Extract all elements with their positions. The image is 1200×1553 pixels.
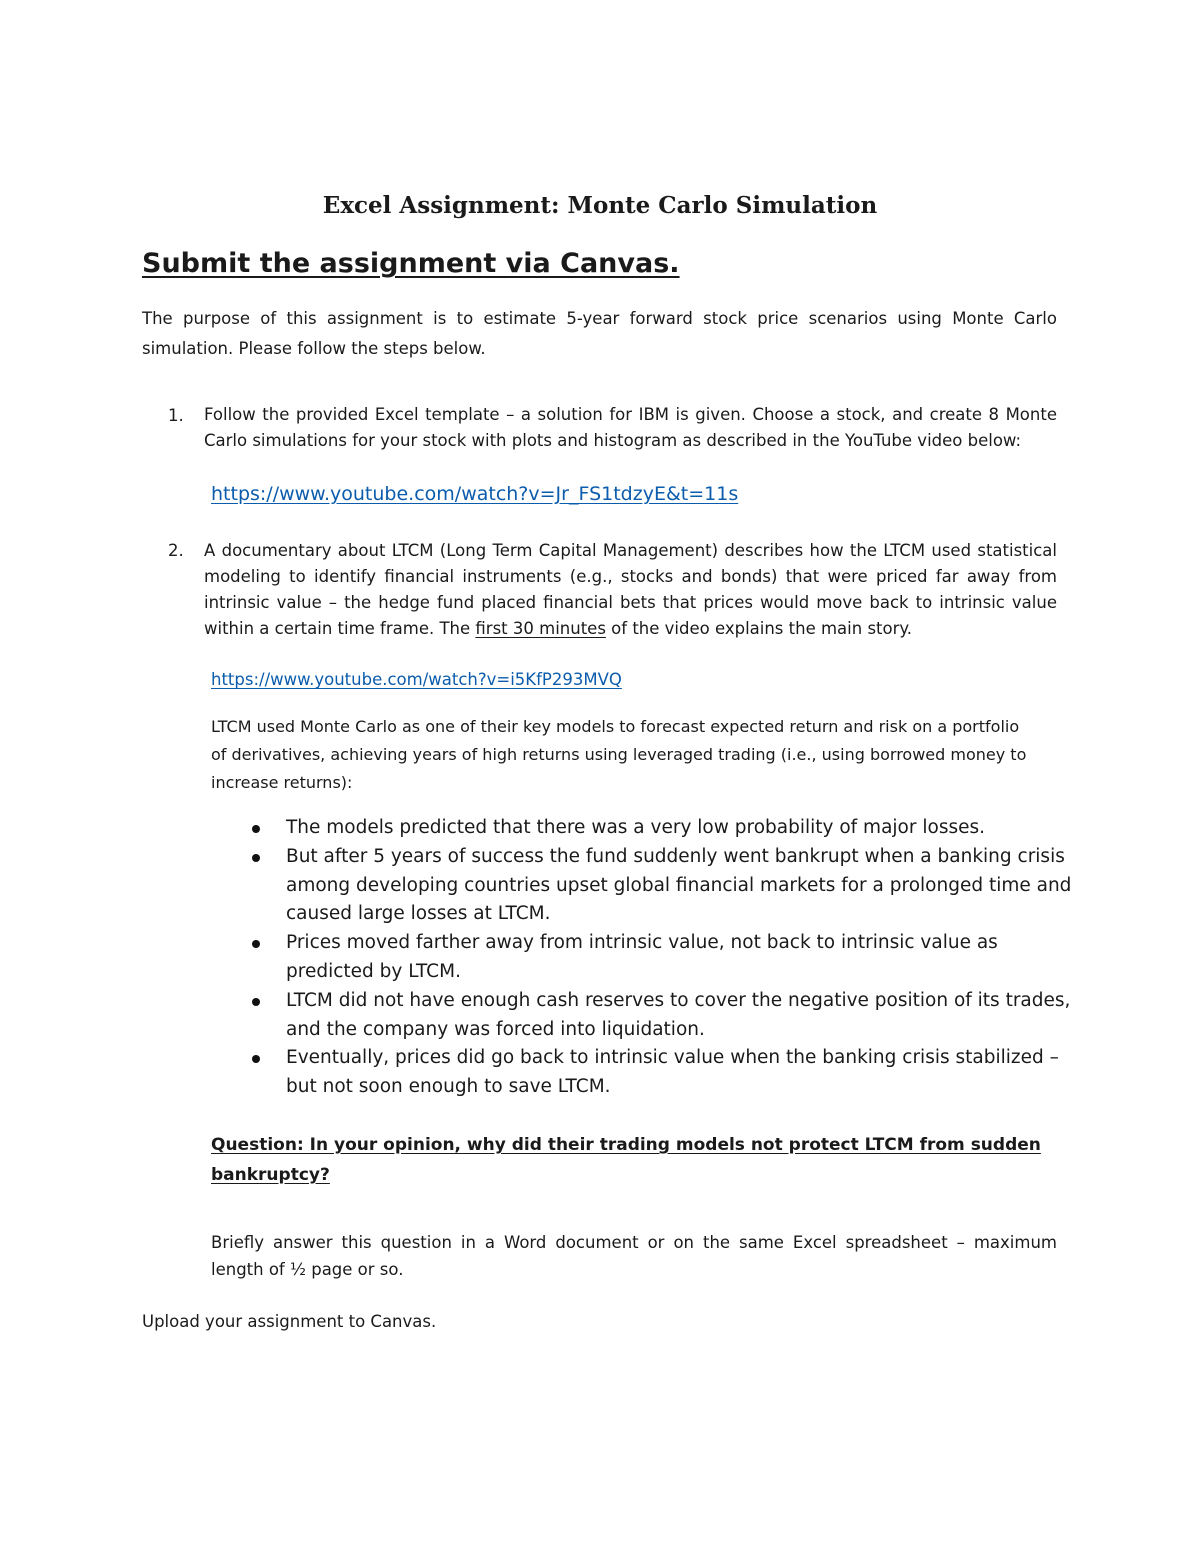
step-1-text: Follow the provided Excel template – a solution for IBM is given. Choose a stock, and create 8 Monte Carlo simulations for your stock with plots and histogram as described in the YouTube video below: (204, 405, 1057, 450)
bullet-item (246, 814, 1076, 843)
bullet-dot-icon (252, 825, 260, 833)
bullet-dot-icon (252, 940, 260, 948)
intro-paragraph: The purpose of this assignment is to estimate 5-year forward stock price scenarios using Monte Carlo simulation. Please follow the steps below. (142, 309, 1057, 358)
bullet-text: Eventually, prices did go back to intrinsic value when the banking crisis stabilized – but not soon enough to save LTCM. (286, 1047, 1059, 1098)
question-text: Question: In your opinion, why did their trading models not protect LTCM from sudden bankruptcy? (211, 1135, 1041, 1185)
upload-note: Upload your assignment to Canvas. (142, 1312, 437, 1331)
bullet-text: LTCM did not have enough cash reserves to cover the negative position of its trades, and the company was forced into liquidation. (286, 989, 1071, 1040)
step-2-text-before: A documentary about LTCM (Long Term Capital Management) describes how the LTCM used statistical modeling to identify financial instruments (e.g., stocks and bonds) that were priced far away from intrinsic value – the hedge fund placed financial bets that prices would move back to intrinsic value within a certain time frame. The (204, 541, 1057, 638)
submit-heading: Submit the assignment via Canvas. (142, 248, 680, 279)
step-1-number: 1. (168, 406, 184, 425)
bullet-text: The models predicted that there was a very low probability of major losses. (286, 817, 985, 838)
youtube-link-2[interactable]: https://www.youtube.com/watch?v=i5KfP293MVQ (211, 670, 622, 689)
bullet-item (246, 929, 1076, 987)
answer-instructions: Briefly answer this question in a Word document or on the same Excel spreadsheet – maximum length of ½ page or so. (211, 1233, 1057, 1279)
bullet-dot-icon (252, 998, 260, 1006)
step-2-text-underlined: first 30 minutes (475, 619, 606, 638)
step-2-text-after: of the video explains the main story. (605, 619, 913, 638)
bullet-text: Prices moved farther away from intrinsic value, not back to intrinsic value as predicted by LTCM. (286, 932, 998, 982)
bullet-item (246, 1044, 1076, 1102)
bullet-text: But after 5 years of success the fund suddenly went bankrupt when a banking crisis among developing countries upset global financial markets for a prolonged time and caused large losses at LTCM. (286, 845, 1072, 925)
youtube-link-1[interactable]: https://www.youtube.com/watch?v=Jr_FS1tdzyE&t=11s (211, 483, 739, 505)
document-title: Excel Assignment: Monte Carlo Simulation (322, 192, 878, 219)
bullet-dot-icon (252, 854, 260, 862)
ltcm-paragraph: LTCM used Monte Carlo as one of their key models to forecast expected return and risk on a portfolio of derivatives, achieving years of high returns using leveraged trading (i.e., using borrowed money to increase returns): (211, 717, 1027, 792)
step-2-number: 2. (168, 541, 184, 560)
step-2-text (204, 538, 1057, 642)
bullet-dot-icon (252, 1055, 260, 1063)
bullet-item (246, 987, 1076, 1045)
bullet-item (246, 843, 1076, 929)
bullet-list (246, 814, 1076, 1102)
